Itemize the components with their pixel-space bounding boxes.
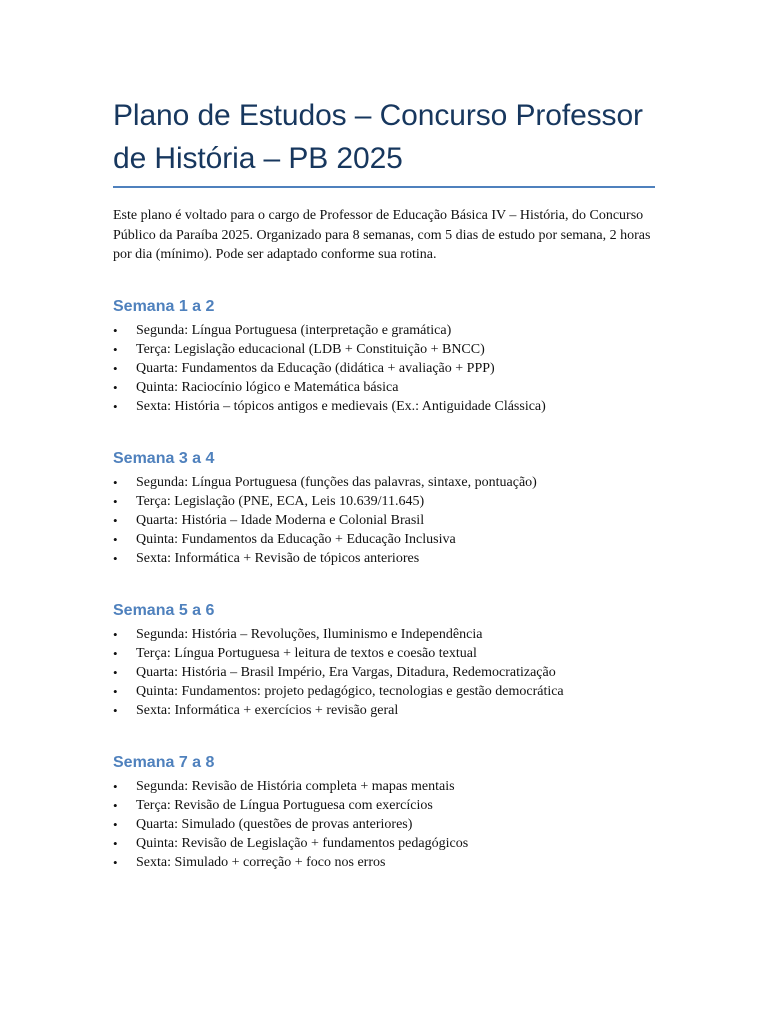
bullet-icon: •: [113, 341, 118, 357]
week-section-5-6: [113, 600, 655, 721]
week-heading: Semana 3 a 4: [113, 449, 215, 467]
list-item: [113, 549, 655, 568]
list-item: [113, 682, 655, 701]
list-item: [113, 853, 655, 872]
list-item: [113, 492, 655, 511]
bullet-icon: •: [113, 855, 118, 871]
list-item-text: Sexta: Informática + Revisão de tópicos anteriores: [136, 551, 420, 567]
list-item: [113, 644, 655, 663]
list-item-text: Segunda: Revisão de História completa + mapas mentais: [136, 778, 455, 794]
week-task-list: [113, 625, 655, 721]
week-section-1-2: [113, 296, 655, 417]
bullet-icon: •: [113, 797, 118, 813]
list-item: [113, 397, 655, 416]
list-item-text: Segunda: Língua Portuguesa (funções das palavras, sintaxe, pontuação): [136, 474, 537, 490]
list-item-text: Quarta: Fundamentos da Educação (didática + avaliação + PPP): [136, 360, 495, 376]
list-item: [113, 321, 655, 340]
list-item: [113, 663, 655, 682]
intro-paragraph: Este plano é voltado para o cargo de Professor de Educação Básica IV – História, do Concurso Público da Paraíba 2025. Organizado para 8 semanas, com 5 dias de estudo por semana, 2 horas por dia (mínimo). Pode ser adaptado conforme sua rotina.: [113, 208, 651, 262]
week-task-list: [113, 473, 655, 569]
week-heading: Semana 1 a 2: [113, 297, 215, 315]
list-item-text: Quinta: Raciocínio lógico e Matemática básica: [136, 380, 399, 396]
list-item-text: Sexta: História – tópicos antigos e medievais (Ex.: Antiguidade Clássica): [136, 399, 546, 415]
week-heading: Semana 5 a 6: [113, 601, 215, 619]
list-item: [113, 777, 655, 796]
list-item-text: Terça: Língua Portuguesa + leitura de textos e coesão textual: [136, 645, 477, 661]
bullet-icon: •: [113, 322, 118, 338]
bullet-icon: •: [113, 493, 118, 509]
list-item-text: Sexta: Informática + exercícios + revisão geral: [136, 703, 399, 719]
list-item-text: Quinta: Fundamentos da Educação + Educação Inclusiva: [136, 532, 456, 548]
bullet-icon: •: [113, 684, 118, 700]
list-item-text: Segunda: História – Revoluções, Iluminismo e Independência: [136, 626, 483, 642]
document-title: Plano de Estudos – Concurso Professor de História – PB 2025: [113, 99, 643, 175]
list-item: [113, 796, 655, 815]
list-item: [113, 815, 655, 834]
bullet-icon: •: [113, 551, 118, 567]
title-underline: [113, 186, 655, 188]
list-item: [113, 359, 655, 378]
list-item-text: Terça: Legislação educacional (LDB + Constituição + BNCC): [136, 341, 485, 357]
list-item-text: Quarta: Simulado (questões de provas anteriores): [136, 816, 413, 832]
list-item: [113, 625, 655, 644]
list-item-text: Quarta: História – Idade Moderna e Colonial Brasil: [136, 512, 425, 528]
bullet-icon: •: [113, 645, 118, 661]
bullet-icon: •: [113, 836, 118, 852]
list-item: [113, 511, 655, 530]
bullet-icon: •: [113, 703, 118, 719]
week-section-7-8: [113, 752, 655, 873]
document-page: [113, 0, 655, 873]
list-item-text: Segunda: Língua Portuguesa (interpretação e gramática): [136, 322, 452, 338]
week-task-list: [113, 777, 655, 873]
week-task-list: [113, 321, 655, 417]
bullet-icon: •: [113, 816, 118, 832]
bullet-icon: •: [113, 512, 118, 528]
list-item: [113, 340, 655, 359]
list-item: [113, 701, 655, 720]
list-item: [113, 834, 655, 853]
bullet-icon: •: [113, 360, 118, 376]
week-heading: Semana 7 a 8: [113, 753, 215, 771]
list-item-text: Terça: Revisão de Língua Portuguesa com exercícios: [136, 797, 433, 813]
list-item: [113, 473, 655, 492]
list-item: [113, 530, 655, 549]
bullet-icon: •: [113, 474, 118, 490]
bullet-icon: •: [113, 380, 118, 396]
list-item-text: Quinta: Revisão de Legislação + fundamentos pedagógicos: [136, 836, 469, 852]
bullet-icon: •: [113, 532, 118, 548]
list-item: [113, 378, 655, 397]
list-item-text: Quinta: Fundamentos: projeto pedagógico, tecnologias e gestão democrática: [136, 684, 564, 700]
list-item-text: Sexta: Simulado + correção + foco nos erros: [136, 855, 386, 871]
list-item-text: Terça: Legislação (PNE, ECA, Leis 10.639/11.645): [136, 493, 425, 509]
list-item-text: Quarta: História – Brasil Império, Era Vargas, Ditadura, Redemocratização: [136, 664, 556, 680]
week-section-3-4: [113, 448, 655, 569]
bullet-icon: •: [113, 664, 118, 680]
bullet-icon: •: [113, 626, 118, 642]
bullet-icon: •: [113, 399, 118, 415]
bullet-icon: •: [113, 778, 118, 794]
